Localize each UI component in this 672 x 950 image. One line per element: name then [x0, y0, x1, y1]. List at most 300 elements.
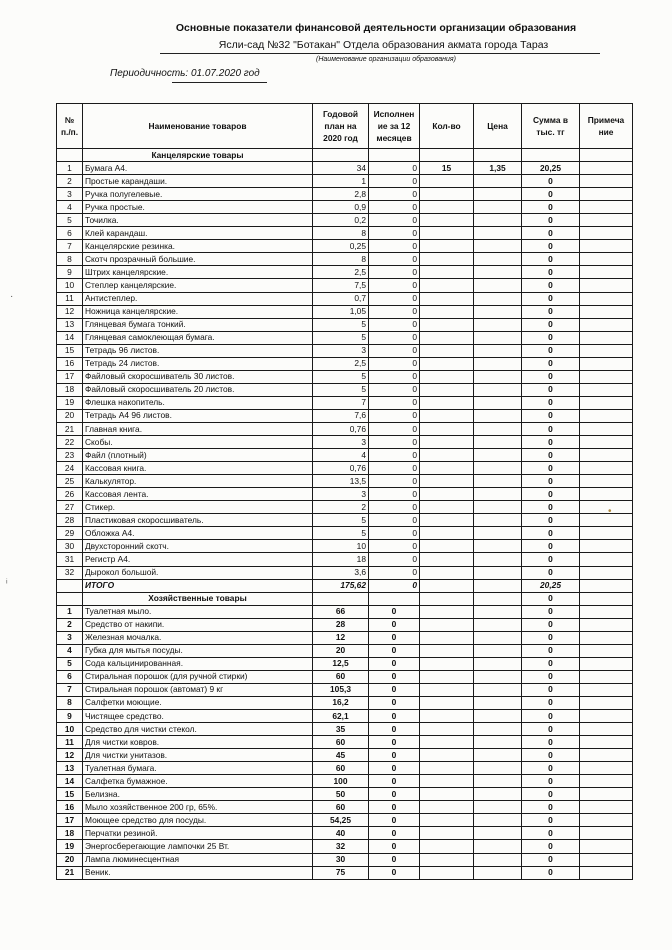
cell-note	[580, 553, 633, 566]
table-row	[57, 188, 633, 201]
cell-execution: 0	[369, 723, 420, 736]
cell-name: Бумага А4.	[83, 162, 313, 175]
cell-no: 26	[57, 488, 83, 501]
table-row	[57, 657, 633, 670]
cell-note	[580, 749, 633, 762]
cell-execution: 0	[369, 683, 420, 696]
cell-plan: 0,25	[313, 240, 369, 253]
table-row	[57, 331, 633, 344]
cell-no: 13	[57, 762, 83, 775]
cell-sum: 0	[522, 370, 580, 383]
cell-sum: 0	[522, 840, 580, 853]
cell-no: 5	[57, 657, 83, 670]
cell-execution: 0	[369, 853, 420, 866]
cell-name: Файл (плотный)	[83, 449, 313, 462]
cell-qty	[420, 788, 474, 801]
cell-note	[580, 827, 633, 840]
cell-price	[474, 853, 522, 866]
cell-price	[474, 827, 522, 840]
cell-name: Для чистки ковров.	[83, 736, 313, 749]
cell-sum: 0	[522, 331, 580, 344]
cell-qty	[420, 253, 474, 266]
cell-name: Тетрадь А4 96 листов.	[83, 409, 313, 422]
cell-price	[474, 566, 522, 579]
cell-note	[580, 696, 633, 709]
cell-note	[580, 305, 633, 318]
cell-price	[474, 344, 522, 357]
cell-price	[474, 788, 522, 801]
cell-execution: 0	[369, 188, 420, 201]
cell-note	[580, 383, 633, 396]
cell-qty	[420, 762, 474, 775]
cell-price	[474, 501, 522, 514]
cell-no: 27	[57, 501, 83, 514]
cell-price	[474, 801, 522, 814]
cell-name: Моющее средство для посуды.	[83, 814, 313, 827]
organization-note: (Наименование организации образования)	[316, 56, 456, 63]
cell-plan	[313, 592, 369, 605]
cell-price	[474, 227, 522, 240]
cell-qty	[420, 618, 474, 631]
cell-no: 24	[57, 462, 83, 475]
cell-no: 21	[57, 866, 83, 879]
cell-execution: 0	[369, 866, 420, 879]
scan-speck: •	[608, 506, 612, 517]
cell-plan: 8	[313, 227, 369, 240]
cell-execution: 0	[369, 162, 420, 175]
table-row	[57, 801, 633, 814]
cell-execution: 0	[369, 175, 420, 188]
cell-note	[580, 370, 633, 383]
cell-note	[580, 318, 633, 331]
cell-qty	[420, 592, 474, 605]
cell-no: 20	[57, 409, 83, 422]
cell-no: 17	[57, 370, 83, 383]
cell-execution: 0	[369, 631, 420, 644]
cell-note	[580, 801, 633, 814]
cell-sum: 0	[522, 683, 580, 696]
cell-execution: 0	[369, 305, 420, 318]
cell-name: Кассовая лента.	[83, 488, 313, 501]
table-row	[57, 409, 633, 422]
cell-no: 30	[57, 540, 83, 553]
cell-no: 3	[57, 631, 83, 644]
cell-price	[474, 149, 522, 162]
cell-execution	[369, 149, 420, 162]
table-row	[57, 501, 633, 514]
cell-plan	[313, 149, 369, 162]
table-row	[57, 553, 633, 566]
cell-note	[580, 670, 633, 683]
table-row	[57, 527, 633, 540]
cell-note	[580, 175, 633, 188]
cell-sum: 0	[522, 775, 580, 788]
table-row	[57, 240, 633, 253]
cell-note	[580, 866, 633, 879]
cell-qty	[420, 344, 474, 357]
cell-execution: 0	[369, 670, 420, 683]
cell-qty	[420, 201, 474, 214]
table-row	[57, 814, 633, 827]
cell-plan: 50	[313, 788, 369, 801]
cell-price	[474, 670, 522, 683]
cell-price	[474, 631, 522, 644]
cell-plan: 60	[313, 670, 369, 683]
cell-qty	[420, 475, 474, 488]
cell-price	[474, 814, 522, 827]
cell-name: Файловый скоросшиватель 30 листов.	[83, 370, 313, 383]
cell-no: 19	[57, 396, 83, 409]
cell-sum: 0	[522, 188, 580, 201]
cell-sum: 0	[522, 814, 580, 827]
indicators-table	[56, 103, 633, 880]
cell-execution: 0	[369, 462, 420, 475]
cell-execution: 0	[369, 775, 420, 788]
cell-price	[474, 396, 522, 409]
cell-plan: 62,1	[313, 710, 369, 723]
cell-plan: 16,2	[313, 696, 369, 709]
cell-execution: 0	[369, 814, 420, 827]
table-row	[57, 266, 633, 279]
cell-plan: 1,05	[313, 305, 369, 318]
cell-execution: 0	[369, 214, 420, 227]
table-row	[57, 683, 633, 696]
cell-plan: 3	[313, 436, 369, 449]
total-row	[57, 579, 633, 592]
cell-execution: 0	[369, 762, 420, 775]
cell-name: Скотч прозрачный большие.	[83, 253, 313, 266]
cell-name: Туалетная бумага.	[83, 762, 313, 775]
table-row	[57, 710, 633, 723]
cell-name: Скобы.	[83, 436, 313, 449]
table-row	[57, 370, 633, 383]
table-row	[57, 762, 633, 775]
cell-execution: 0	[369, 788, 420, 801]
cell-qty	[420, 279, 474, 292]
cell-name: Средство от накипи.	[83, 618, 313, 631]
cell-no	[57, 592, 83, 605]
cell-qty	[420, 436, 474, 449]
cell-sum: 0	[522, 723, 580, 736]
cell-no: 18	[57, 827, 83, 840]
cell-price	[474, 175, 522, 188]
col-header-qty: Кол-во	[420, 104, 474, 149]
cell-name: Перчатки резиной.	[83, 827, 313, 840]
table-row	[57, 201, 633, 214]
cell-name: Лампа люминесцентная	[83, 853, 313, 866]
cell-plan: 7	[313, 396, 369, 409]
cell-note	[580, 149, 633, 162]
cell-no: 18	[57, 383, 83, 396]
cell-plan: 60	[313, 736, 369, 749]
cell-name: Ручка полугелевые.	[83, 188, 313, 201]
cell-price	[474, 253, 522, 266]
cell-sum: 0	[522, 318, 580, 331]
cell-plan: 18	[313, 553, 369, 566]
cell-no: 4	[57, 201, 83, 214]
cell-no: 31	[57, 553, 83, 566]
cell-qty	[420, 749, 474, 762]
cell-plan: 100	[313, 775, 369, 788]
cell-no: 17	[57, 814, 83, 827]
cell-name: Точилка.	[83, 214, 313, 227]
cell-execution: 0	[369, 475, 420, 488]
cell-plan: 60	[313, 762, 369, 775]
cell-plan: 2,8	[313, 188, 369, 201]
cell-no	[57, 579, 83, 592]
cell-name: Кассовая книга.	[83, 462, 313, 475]
cell-price	[474, 579, 522, 592]
cell-sum: 0	[522, 618, 580, 631]
cell-qty	[420, 801, 474, 814]
cell-sum: 0	[522, 736, 580, 749]
cell-sum: 0	[522, 853, 580, 866]
cell-no: 4	[57, 644, 83, 657]
cell-sum: 0	[522, 475, 580, 488]
cell-plan: 5	[313, 331, 369, 344]
table-row	[57, 449, 633, 462]
cell-price	[474, 540, 522, 553]
cell-name: Степлер канцелярские.	[83, 279, 313, 292]
cell-no: 20	[57, 853, 83, 866]
cell-qty	[420, 723, 474, 736]
cell-qty	[420, 331, 474, 344]
cell-execution: 0	[369, 331, 420, 344]
cell-price	[474, 710, 522, 723]
cell-name: Штрих канцелярские.	[83, 266, 313, 279]
table-row	[57, 214, 633, 227]
cell-name: Туалетная мыло.	[83, 605, 313, 618]
cell-qty	[420, 240, 474, 253]
cell-qty	[420, 266, 474, 279]
cell-note	[580, 775, 633, 788]
cell-sum: 0	[522, 214, 580, 227]
cell-price	[474, 318, 522, 331]
cell-plan: 12,5	[313, 657, 369, 670]
cell-sum: 0	[522, 540, 580, 553]
cell-plan: 0,76	[313, 422, 369, 435]
cell-note	[580, 840, 633, 853]
cell-note	[580, 240, 633, 253]
col-header-execution: Исполнен ие за 12 месяцев	[369, 104, 420, 149]
cell-execution: 0	[369, 357, 420, 370]
table-row	[57, 318, 633, 331]
cell-qty	[420, 149, 474, 162]
cell-sum: 0	[522, 657, 580, 670]
cell-no: 19	[57, 840, 83, 853]
cell-plan: 3	[313, 488, 369, 501]
cell-price	[474, 279, 522, 292]
table-row	[57, 540, 633, 553]
cell-sum: 0	[522, 501, 580, 514]
cell-price	[474, 383, 522, 396]
cell-price	[474, 592, 522, 605]
cell-plan: 2,5	[313, 357, 369, 370]
cell-qty	[420, 775, 474, 788]
scan-speck: ·	[10, 291, 14, 302]
cell-note	[580, 422, 633, 435]
cell-execution: 0	[369, 501, 420, 514]
cell-note	[580, 618, 633, 631]
cell-qty	[420, 422, 474, 435]
cell-plan: 20	[313, 644, 369, 657]
cell-no: 5	[57, 214, 83, 227]
table-row	[57, 462, 633, 475]
cell-note	[580, 631, 633, 644]
cell-no: 16	[57, 357, 83, 370]
table-row	[57, 227, 633, 240]
cell-qty	[420, 579, 474, 592]
cell-name: Ручка простые.	[83, 201, 313, 214]
cell-name: Обложка А4.	[83, 527, 313, 540]
cell-name: Простые карандаши.	[83, 175, 313, 188]
cell-no: 11	[57, 292, 83, 305]
cell-sum: 0	[522, 801, 580, 814]
cell-no: 25	[57, 475, 83, 488]
cell-price	[474, 762, 522, 775]
cell-price	[474, 657, 522, 670]
cell-price	[474, 214, 522, 227]
cell-no: 13	[57, 318, 83, 331]
cell-sum: 0	[522, 631, 580, 644]
cell-sum: 0	[522, 866, 580, 879]
cell-sum: 0	[522, 514, 580, 527]
cell-price	[474, 188, 522, 201]
cell-note	[580, 762, 633, 775]
cell-note	[580, 540, 633, 553]
cell-qty	[420, 814, 474, 827]
cell-plan: 32	[313, 840, 369, 853]
table-row	[57, 292, 633, 305]
cell-plan: 28	[313, 618, 369, 631]
table-row	[57, 696, 633, 709]
cell-plan: 75	[313, 866, 369, 879]
cell-price	[474, 422, 522, 435]
cell-name: Стикер.	[83, 501, 313, 514]
cell-no: 10	[57, 723, 83, 736]
cell-execution: 0	[369, 488, 420, 501]
cell-sum: 0	[522, 292, 580, 305]
table-row	[57, 827, 633, 840]
table-row	[57, 305, 633, 318]
cell-qty	[420, 514, 474, 527]
cell-plan: 12	[313, 631, 369, 644]
cell-qty	[420, 696, 474, 709]
cell-note	[580, 344, 633, 357]
cell-sum: 0	[522, 305, 580, 318]
cell-execution: 0	[369, 605, 420, 618]
cell-plan: 30	[313, 853, 369, 866]
cell-plan: 7,6	[313, 409, 369, 422]
cell-price	[474, 370, 522, 383]
cell-note	[580, 566, 633, 579]
cell-price	[474, 240, 522, 253]
cell-no: 14	[57, 331, 83, 344]
cell-price	[474, 201, 522, 214]
cell-sum: 0	[522, 553, 580, 566]
cell-note	[580, 683, 633, 696]
cell-name: Файловый скоросшиватель 20 листов.	[83, 383, 313, 396]
cell-name: Двухсторонний скотч.	[83, 540, 313, 553]
cell-price: 1,35	[474, 162, 522, 175]
cell-qty	[420, 566, 474, 579]
cell-qty	[420, 370, 474, 383]
cell-execution: 0	[369, 696, 420, 709]
cell-sum: 0	[522, 227, 580, 240]
cell-price	[474, 683, 522, 696]
table-row	[57, 422, 633, 435]
cell-sum: 0	[522, 409, 580, 422]
cell-note	[580, 527, 633, 540]
cell-no: 16	[57, 801, 83, 814]
document-title: Основные показатели финансовой деятельности организации образования	[175, 22, 577, 34]
cell-price	[474, 292, 522, 305]
cell-note	[580, 723, 633, 736]
cell-execution: 0	[369, 396, 420, 409]
cell-note	[580, 592, 633, 605]
cell-execution: 0	[369, 253, 420, 266]
cell-no: 21	[57, 422, 83, 435]
cell-price	[474, 409, 522, 422]
cell-price	[474, 605, 522, 618]
cell-note	[580, 657, 633, 670]
table-row	[57, 631, 633, 644]
cell-price	[474, 475, 522, 488]
cell-sum: 0	[522, 240, 580, 253]
cell-execution: 0	[369, 527, 420, 540]
cell-no: 12	[57, 305, 83, 318]
cell-sum: 0	[522, 175, 580, 188]
cell-sum: 0	[522, 422, 580, 435]
cell-execution: 0	[369, 227, 420, 240]
cell-sum: 0	[522, 605, 580, 618]
section-title: Канцелярские товары	[83, 149, 313, 162]
cell-execution: 0	[369, 422, 420, 435]
cell-execution: 0	[369, 292, 420, 305]
cell-plan: 5	[313, 370, 369, 383]
col-header-no: № п./п.	[57, 104, 83, 149]
cell-price	[474, 775, 522, 788]
cell-price	[474, 749, 522, 762]
cell-price	[474, 305, 522, 318]
cell-note	[580, 788, 633, 801]
cell-no: 28	[57, 514, 83, 527]
cell-price	[474, 488, 522, 501]
cell-plan: 5	[313, 514, 369, 527]
cell-execution: 0	[369, 840, 420, 853]
cell-note	[580, 357, 633, 370]
table-row	[57, 566, 633, 579]
cell-qty	[420, 357, 474, 370]
cell-no: 9	[57, 266, 83, 279]
cell-plan: 13,5	[313, 475, 369, 488]
cell-qty	[420, 527, 474, 540]
cell-sum: 0	[522, 436, 580, 449]
table-row	[57, 396, 633, 409]
cell-sum: 0	[522, 462, 580, 475]
table-row	[57, 279, 633, 292]
cell-plan: 0,7	[313, 292, 369, 305]
cell-no: 8	[57, 696, 83, 709]
cell-name: Дырокол большой.	[83, 566, 313, 579]
cell-plan: 40	[313, 827, 369, 840]
cell-execution: 0	[369, 566, 420, 579]
cell-no: 12	[57, 749, 83, 762]
cell-no: 15	[57, 788, 83, 801]
cell-qty	[420, 462, 474, 475]
cell-name: Пластиковая скоросшиватель.	[83, 514, 313, 527]
organization-underline	[160, 53, 600, 54]
